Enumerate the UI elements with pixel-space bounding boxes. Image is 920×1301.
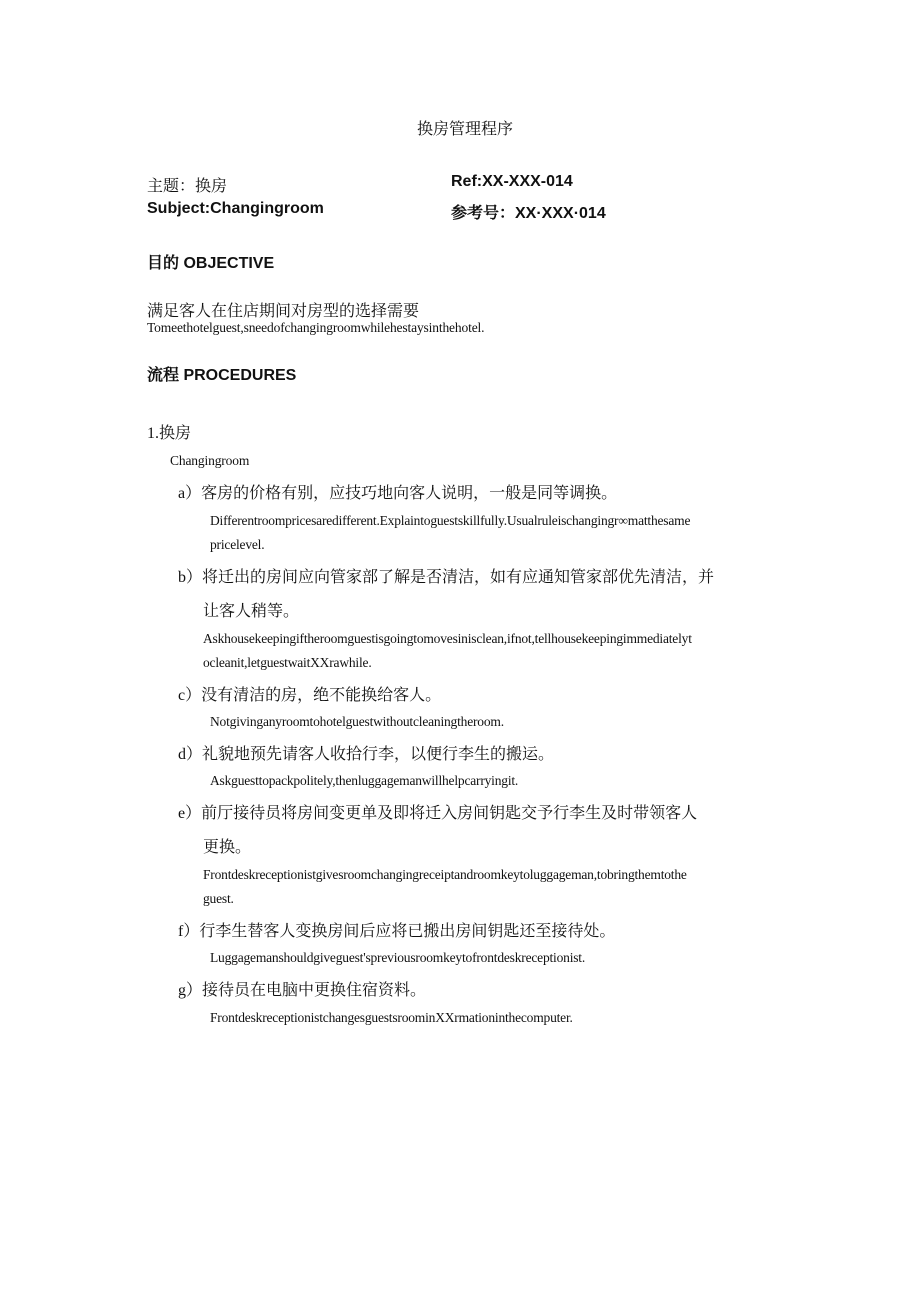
list-item-cn: g）接待员在电脑中更换住宿资料。 <box>178 982 427 999</box>
objective-text-en: Tomeethotelguest,sneedofchangingroomwhilehestaysinthehotel. <box>147 320 485 335</box>
list-item-cn: e）前厅接待员将房间变更单及即将迁入房间钥匙交予行李生及时带领客人 <box>178 805 698 822</box>
subject-cn: 主题：换房 <box>147 178 228 195</box>
document-title: 换房管理程序 <box>416 121 513 138</box>
ref-en: Ref:XX-XXX-014 <box>451 173 573 190</box>
list-item-en: Frontdeskreceptionistgivesroomchangingreceiptandroomkeytoluggageman,tobringthemtothe <box>203 867 687 882</box>
list-item-cn: a）客房的价格有别，应技巧地向客人说明，一般是同等调换。 <box>178 485 618 502</box>
list-item-cn: b）将迁出的房间应向管家部了解是否清洁，如有应通知管家部优先清洁，并 <box>178 569 715 586</box>
list-item-en: guest. <box>203 891 234 906</box>
list-item-en: Askguesttopackpolitely,thenluggagemanwillhelpcarryingit. <box>210 773 519 788</box>
list-item-en: Differentroompricesaredifferent.Explaintoguestskillfully.Usualruleischangingr∞matthesame <box>210 513 691 528</box>
objective-heading: 目的 OBJECTIVE <box>147 255 275 272</box>
procedures-heading: 流程 PROCEDURES <box>147 367 297 384</box>
section-title-en: Changingroom <box>170 453 250 468</box>
list-item-cn: 让客人稍等。 <box>203 603 300 620</box>
list-item-en: FrontdeskreceptionistchangesguestsroominXXrmationinthecomputer. <box>210 1010 573 1025</box>
list-item-en: Askhousekeepingiftheroomguestisgoingtomovesinisclean,ifnot,tellhousekeepingimmediatelyt <box>203 631 692 646</box>
section-title-cn: 1.换房 <box>147 425 192 442</box>
list-item-cn: c）没有清洁的房，绝不能换给客人。 <box>178 687 442 704</box>
list-item-en: pricelevel. <box>210 537 265 552</box>
list-item-cn: 更换。 <box>203 839 252 856</box>
list-item-en: Notgivinganyroomtohotelguestwithoutcleaningtheroom. <box>210 714 504 729</box>
list-item-en: ocleanit,letguestwaitXXrawhile. <box>203 655 372 670</box>
objective-text-cn: 满足客人在住店期间对房型的选择需要 <box>147 303 420 320</box>
ref-cn: 参考号：XX·XXX·014 <box>451 205 606 222</box>
subject-en: Subject:Changingroom <box>147 200 324 217</box>
list-item-cn: d）礼貌地预先请客人收拾行李，以便行李生的搬运。 <box>178 746 555 763</box>
list-item-en: Luggagemanshouldgiveguest'spreviousroomkeytofrontdeskreceptionist. <box>210 950 586 965</box>
list-item-cn: f）行李生替客人变换房间后应将已搬出房间钥匙还至接待处。 <box>178 923 616 940</box>
